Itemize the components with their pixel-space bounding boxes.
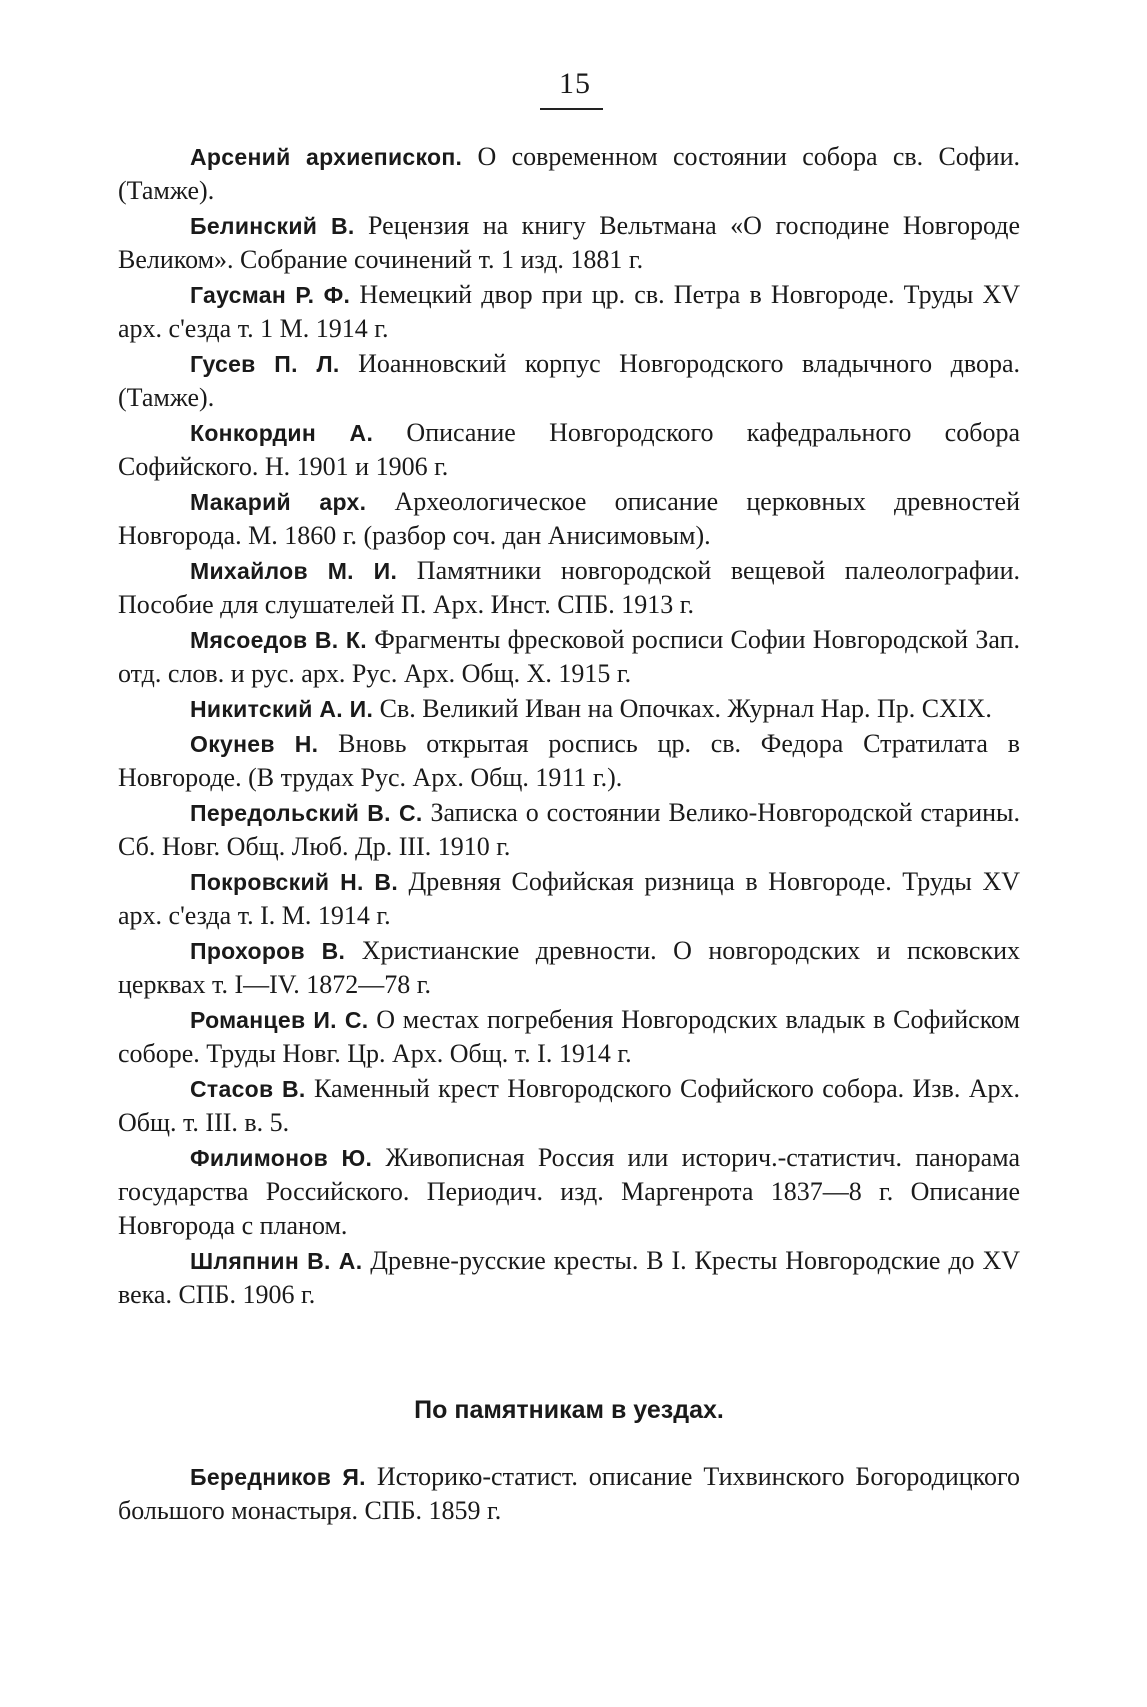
- entry-author: Филимонов Ю.: [190, 1145, 373, 1171]
- bibliography-entry: [118, 485, 1020, 553]
- entry-text: Археологическое описание церковных древностей Новгорода. М. 1860 г. (разбор соч. дан Анисимовым).: [118, 487, 1020, 550]
- entry-author: Гусев П. Л.: [190, 351, 340, 377]
- entry-author: Окунев Н.: [190, 731, 319, 757]
- entry-text: Рецензия на книгу Вельтмана «О господине Новгороде Великом». Собрание сочинений т. 1 изд. 1881 г.: [118, 211, 1020, 274]
- bibliography-entry: [118, 727, 1020, 795]
- bibliography-entry: [118, 865, 1020, 933]
- bibliography-entry: [118, 347, 1020, 415]
- entry-author: Белинский В.: [190, 213, 355, 239]
- entry-text: Немецкий двор при цр. св. Петра в Новгороде. Труды XV арх. с'езда т. 1 М. 1914 г.: [118, 280, 1020, 343]
- bibliography-entry: [118, 1003, 1020, 1071]
- entry-text: Вновь открытая роспись цр. св. Федора Стратилата в Новгороде. (В трудах Рус. Арх. Общ. 1911 г.).: [118, 729, 1020, 792]
- entry-text: Св. Великий Иван на Опочках. Журнал Нар. Пр. CXIX.: [373, 694, 992, 723]
- entry-author: Конкордин А.: [190, 420, 374, 446]
- entry-text: Иоанновский корпус Новгородского владычного двора. (Тамже).: [118, 349, 1020, 412]
- entry-text: Каменный крест Новгородского Софийского собора. Изв. Арх. Общ. т. III. в. 5.: [118, 1074, 1020, 1137]
- bibliography-entry: [118, 209, 1020, 277]
- entry-text: Памятники новгородской вещевой палеолографии. Пособие для слушателей П. Арх. Инст. СПБ. 1913 г.: [118, 556, 1020, 619]
- entry-author: Михайлов М. И.: [190, 558, 398, 584]
- bibliography-entry: [118, 1460, 1020, 1528]
- bibliography-list: [118, 140, 1020, 1313]
- entry-author: Передольский В. С.: [190, 800, 423, 826]
- bibliography-entry: [118, 1141, 1020, 1243]
- entry-text: Живописная Россия или историч.-статистич. панорама государства Российского. Периодич. изд. Маргенрота 1837—8 г. Описание Новгорода с планом.: [118, 1143, 1020, 1240]
- entry-author: Макарий арх.: [190, 489, 367, 515]
- entry-text: Древняя Софийская ризница в Новгороде. Труды XV арх. с'езда т. I. М. 1914 г.: [118, 867, 1021, 930]
- entry-text: Древне-русские кресты. В I. Кресты Новгородские до XV века. СПБ. 1906 г.: [118, 1246, 1020, 1309]
- entry-author: Романцев И. С.: [190, 1007, 369, 1033]
- bibliography-entry: [118, 1072, 1020, 1140]
- bibliography-entry: [118, 796, 1020, 864]
- entry-author: Шляпнин В. А.: [190, 1248, 363, 1274]
- bibliography-entry: [118, 1244, 1020, 1312]
- entry-text: О местах погребения Новгородских владык в Софийском соборе. Труды Новг. Цр. Арх. Общ. т. I. 1914 г.: [118, 1005, 1020, 1068]
- entry-text: Фрагменты фресковой росписи Софии Новгородской Зап. отд. слов. и рус. арх. Рус. Арх. Общ. X. 1915 г.: [118, 625, 1020, 688]
- section-heading: По памятникам в уездах.: [414, 1396, 724, 1424]
- bibliography-entry: [118, 416, 1020, 484]
- bibliography-entry: [118, 934, 1020, 1002]
- bibliography-entry: [118, 140, 1020, 208]
- entry-author: Берeдников Я.: [190, 1464, 366, 1490]
- entry-author: Прохоров В.: [190, 938, 346, 964]
- bibliography-entry: [118, 692, 1020, 726]
- section-bibliography-list: [118, 1460, 1020, 1529]
- entry-author: Гаусман Р. Ф.: [190, 282, 351, 308]
- bibliography-entry: [118, 278, 1020, 346]
- entry-author: Арсений архиепископ.: [190, 144, 463, 170]
- entry-author: Никитский А. И.: [190, 696, 374, 722]
- page-number-rule: [540, 108, 603, 110]
- bibliography-entry: [118, 554, 1020, 622]
- entry-text: Записка о состоянии Велико-Новгородской старины. Сб. Новг. Общ. Люб. Др. III. 1910 г.: [118, 798, 1020, 861]
- entry-text: Христианские древности. О новгородских и псковских церквах т. I—IV. 1872—78 г.: [118, 936, 1020, 999]
- entry-text: Историко-статист. описание Тихвинского Богородицкого большого монастыря. СПБ. 1859 г.: [118, 1462, 1020, 1525]
- bibliography-entry: [118, 623, 1020, 691]
- entry-author: Стасов В.: [190, 1076, 306, 1102]
- entry-text: Описание Новгородского кафедрального собора Софийского. Н. 1901 и 1906 г.: [118, 418, 1020, 481]
- entry-author: Мясоедов В. К.: [190, 627, 367, 653]
- entry-author: Покровский Н. В.: [190, 869, 399, 895]
- page-number: 15: [559, 67, 591, 100]
- entry-text: О современном состоянии собора св. Софии. (Тамже).: [118, 142, 1020, 205]
